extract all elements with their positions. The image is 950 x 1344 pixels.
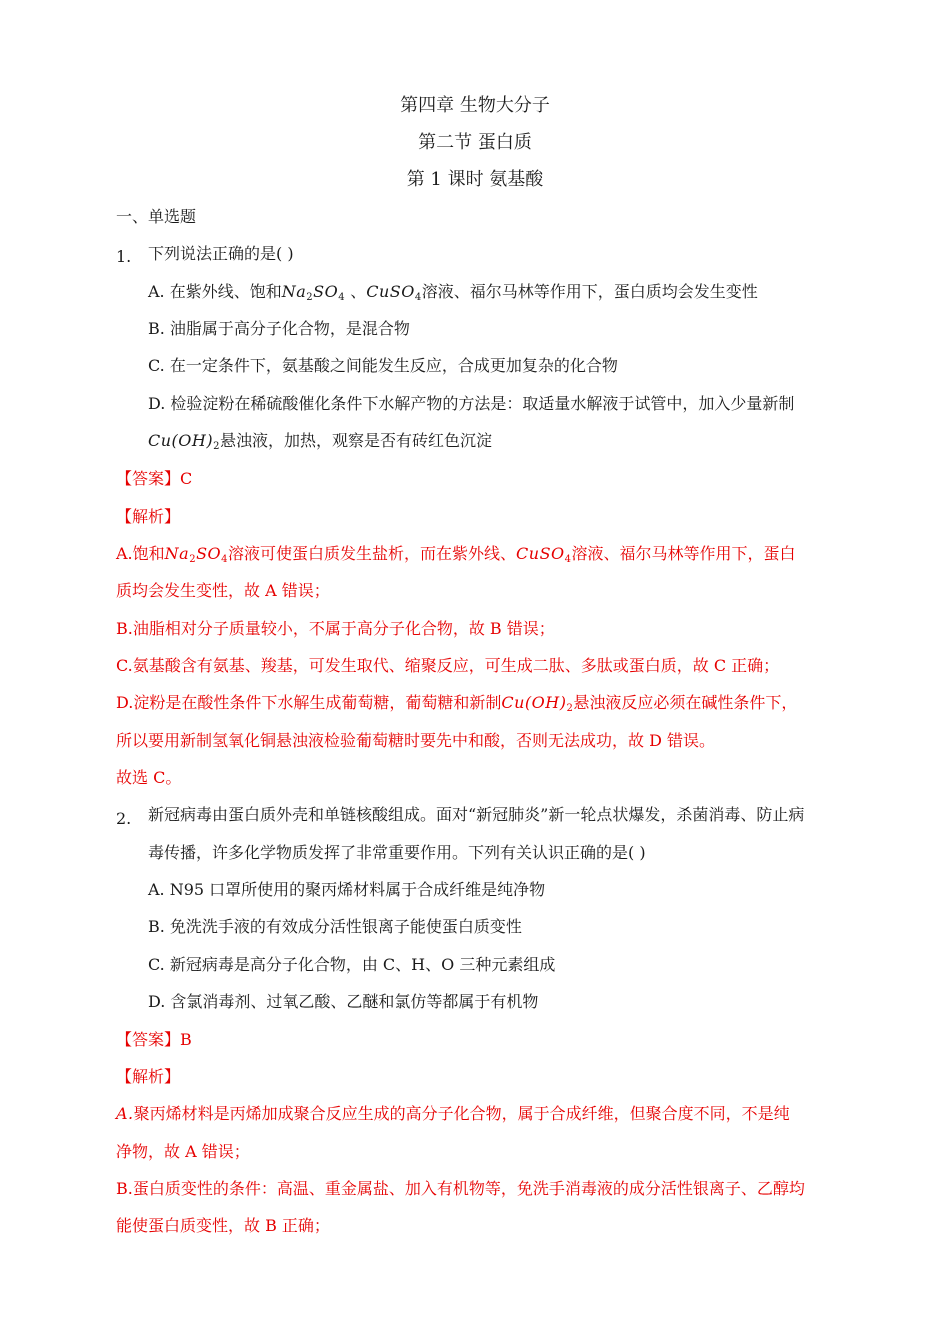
question-1-number: 1. xyxy=(116,247,132,266)
formula-cuoh2: $Cu(OH)_2$ xyxy=(501,693,574,714)
q2-analysis-label: 【解析】 xyxy=(116,1067,181,1086)
question-1-stem: 下列说法正确的是( ) xyxy=(148,244,294,263)
q2-explanation-a-line1: A.聚丙烯材料是丙烯加成聚合反应生成的高分子化合物，属于合成纤维，但聚合度不同，不是纯 xyxy=(116,1104,790,1123)
q1-explanation-a-line2: 质均会发生变性，故 A 错误； xyxy=(116,581,330,600)
q1-option-c: C. 在一定条件下，氨基酸之间能发生反应，合成更加复杂的化合物 xyxy=(148,356,618,375)
q1-explanation-a-line1: A.饱和$Na_2SO_4$溶液可使蛋白质发生盐析，而在紫外线、CuSO$_4$溶液、福尔马林等作用下，蛋白 xyxy=(116,544,796,565)
q1-answer: 【答案】C xyxy=(116,469,193,488)
formula-cuso4: CuSO$_4$ xyxy=(516,544,572,565)
q1-explanation-d-line2: 所以要用新制氢氧化铜悬浊液检验葡萄糖时要先中和酸，否则无法成功，故 D 错误。 xyxy=(116,731,716,750)
q2-option-b: B. 免洗洗手液的有效成分活性银离子能使蛋白质变性 xyxy=(148,917,522,936)
q1-option-a-text: A. 在紫外线、饱和 xyxy=(148,282,282,301)
q1-analysis-label: 【解析】 xyxy=(116,507,181,526)
q1-explanation-d-line1: D.淀粉是在酸性条件下水解生成葡萄糖，葡萄糖和新制$Cu(OH)_2$悬浊液反应必须在碱性条件下， xyxy=(116,693,798,714)
q1-explanation-b: B.油脂相对分子质量较小，不属于高分子化合物，故 B 错误； xyxy=(116,619,555,638)
q2-answer: 【答案】B xyxy=(116,1030,192,1049)
q2-explanation-b-line1: B.蛋白质变性的条件：高温、重金属盐、加入有机物等，免洗手消毒液的成分活性银离子、乙醇均 xyxy=(116,1179,805,1198)
lesson-title: 第 1 课时 氨基酸 xyxy=(406,169,544,190)
q1-option-a: A. 在紫外线、饱和$Na_2SO_4$ 、CuSO$_4$溶液、福尔马林等作用下，蛋白质均会发生变性 xyxy=(148,282,758,303)
q1-option-d-line2: $Cu(OH)_2$悬浊液，加热，观察是否有砖红色沉淀 xyxy=(148,431,492,452)
formula-cuoh2: $Cu(OH)_2$ xyxy=(148,431,220,452)
q2-option-d: D. 含氯消毒剂、过氧乙酸、乙醚和氯仿等都属于有机物 xyxy=(148,992,539,1011)
formula-cuso4: CuSO$_4$ xyxy=(366,282,422,303)
formula-na2so4: $Na_2SO_4$ xyxy=(281,282,346,303)
q1-explanation-c: C.氨基酸含有氨基、羧基，可发生取代、缩聚反应，可生成二肽、多肽或蛋白质，故 C 正确； xyxy=(116,656,780,675)
q2-option-c: C. 新冠病毒是高分子化合物，由 C、H、O 三种元素组成 xyxy=(148,955,556,974)
question-2-stem-line2: 毒传播，许多化学物质发挥了非常重要作用。下列有关认识正确的是( ) xyxy=(148,843,646,862)
question-2-stem-line1: 新冠病毒由蛋白质外壳和单链核酸组成。面对“新冠肺炎”新一轮点状爆发，杀菌消毒、防止病 xyxy=(148,805,805,824)
q2-explanation-b-line2: 能使蛋白质变性，故 B 正确； xyxy=(116,1216,330,1235)
question-2-number: 2. xyxy=(116,809,132,828)
chapter-title: 第四章 生物大分子 xyxy=(400,95,550,116)
q1-option-d-line1: D. 检验淀粉在稀硫酸催化条件下水解产物的方法是：取适量水解液于试管中，加入少量新制 xyxy=(148,394,795,413)
q2-option-a: A. N95 口罩所使用的聚丙烯材料属于合成纤维是纯净物 xyxy=(148,880,546,899)
q2-explanation-a-line2: 净物，故 A 错误； xyxy=(116,1142,250,1161)
section-title: 第二节 蛋白质 xyxy=(418,132,532,153)
q1-option-b: B. 油脂属于高分子化合物，是混合物 xyxy=(148,319,410,338)
section-heading: 一、单选题 xyxy=(116,207,197,226)
q1-conclusion: 故选 C。 xyxy=(116,768,182,787)
formula-na2so4: $Na_2SO_4$ xyxy=(164,544,229,565)
